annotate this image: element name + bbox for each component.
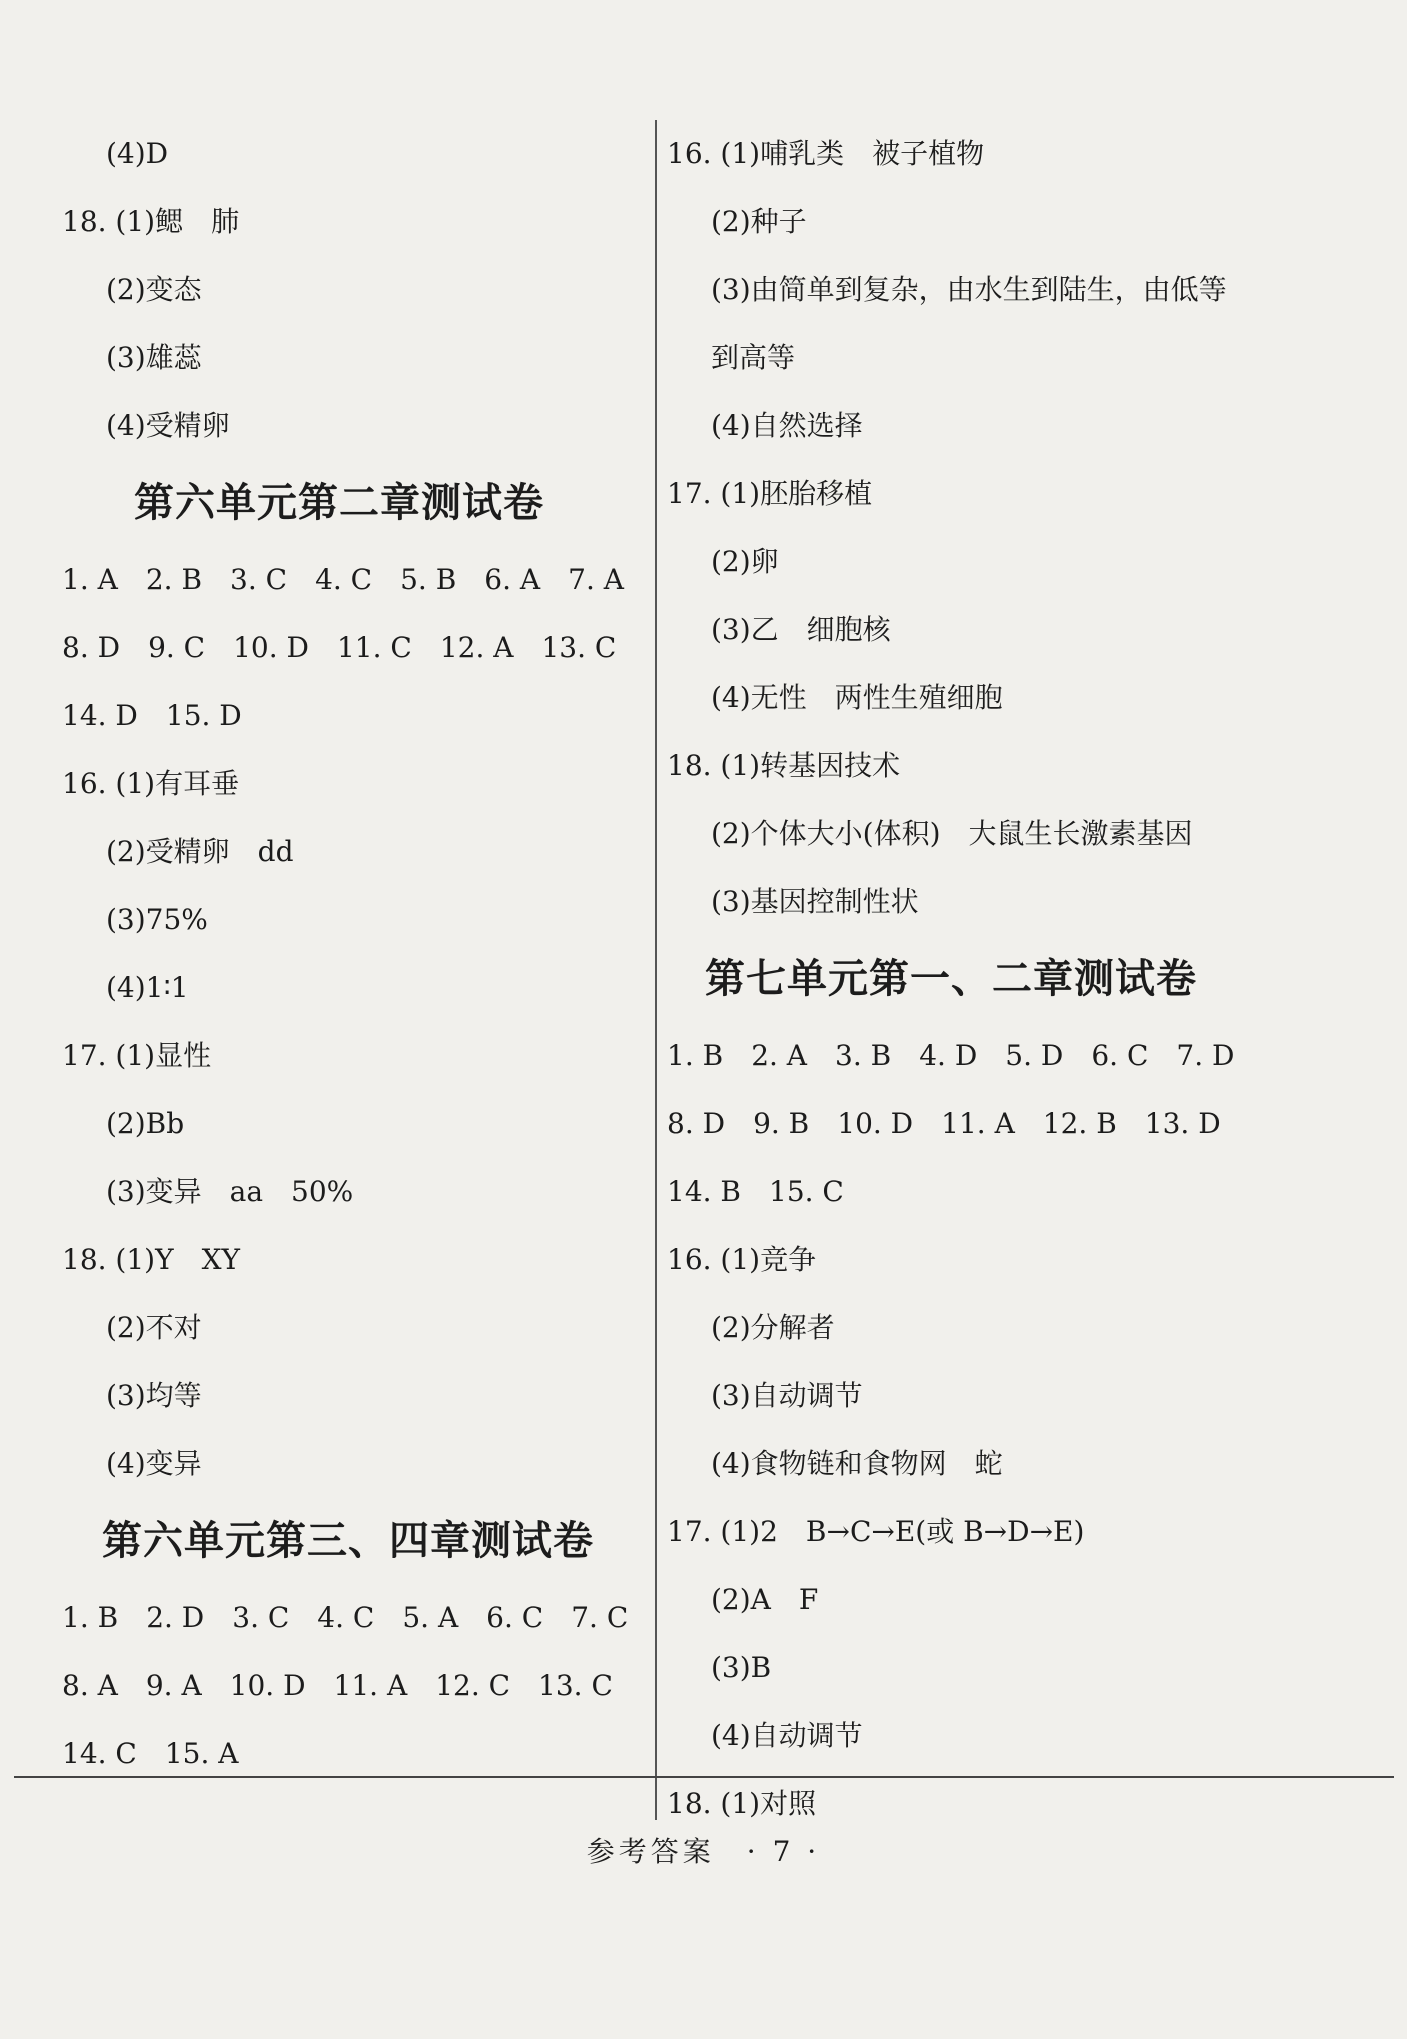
answer-line: (3)75% [106, 903, 208, 936]
answer-line: 18. (1)对照 [667, 1787, 817, 1820]
answer-line: 1. B 2. D 3. C 4. C 5. A 6. C 7. C [62, 1601, 629, 1634]
answer-line: 16. (1)哺乳类 被子植物 [667, 137, 985, 170]
answer-line: (2)A F [711, 1583, 819, 1616]
answer-line: (2)不对 [106, 1311, 202, 1344]
answer-line: (2)受精卵 dd [106, 835, 294, 868]
page-footer: 参考答案 · 7 · [586, 1835, 821, 1868]
answer-line: (2)种子 [711, 205, 807, 238]
answer-line: (4)自然选择 [711, 409, 863, 442]
answer-line: 8. D 9. C 10. D 11. C 12. A 13. C [62, 631, 617, 664]
section-heading: 第六单元第二章测试卷 [134, 480, 544, 526]
answer-line: 17. (1)显性 [62, 1039, 212, 1072]
answer-line: (4)1∶1 [106, 971, 189, 1004]
answer-line: (4)变异 [106, 1447, 202, 1480]
answer-line: 14. D 15. D [62, 699, 242, 732]
answer-line: 到高等 [711, 341, 796, 374]
answer-line: 18. (1)鳃 肺 [62, 205, 240, 238]
answer-line: (2)Bb [106, 1107, 185, 1140]
answer-line: 1. B 2. A 3. B 4. D 5. D 6. C 7. D [667, 1039, 1235, 1072]
answer-line: 8. D 9. B 10. D 11. A 12. B 13. D [667, 1107, 1221, 1140]
answer-line: 17. (1)2 B→C→E(或 B→D→E) [667, 1515, 1085, 1548]
answer-line: 14. B 15. C [667, 1175, 844, 1208]
answer-line: (3)基因控制性状 [711, 885, 919, 918]
answer-line: (4)自动调节 [711, 1719, 863, 1752]
answer-line: 16. (1)竞争 [667, 1243, 817, 1276]
answer-line: (2)个体大小(体积) 大鼠生长激素基因 [711, 817, 1193, 850]
answer-line: (2)卵 [711, 545, 779, 578]
answer-line: (3)乙 细胞核 [711, 613, 891, 646]
answer-line: 18. (1)Y XY [62, 1243, 240, 1276]
answer-line: (4)无性 两性生殖细胞 [711, 681, 1003, 714]
bottom-rule [14, 1776, 1394, 1778]
answer-line: (3)自动调节 [711, 1379, 863, 1412]
right-column [667, 120, 1357, 1838]
answer-line: 1. A 2. B 3. C 4. C 5. B 6. A 7. A [62, 563, 624, 596]
answer-line: (2)变态 [106, 273, 202, 306]
left-column [62, 120, 632, 1788]
section-heading: 第七单元第一、二章测试卷 [705, 956, 1197, 1002]
answer-line: 16. (1)有耳垂 [62, 767, 240, 800]
answer-line: (3)变异 aa 50% [106, 1175, 354, 1208]
answer-line: (4)食物链和食物网 蛇 [711, 1447, 1003, 1480]
answer-line: (4)受精卵 [106, 409, 230, 442]
answer-line: (4)D [106, 137, 169, 170]
answer-line: (3)雄蕊 [106, 341, 202, 374]
answer-line: (2)分解者 [711, 1311, 835, 1344]
section-heading: 第六单元第三、四章测试卷 [102, 1518, 594, 1564]
answer-line: 18. (1)转基因技术 [667, 749, 901, 782]
answer-line: (3)B [711, 1651, 772, 1684]
answer-line: 14. C 15. A [62, 1737, 239, 1770]
column-divider [655, 120, 657, 1820]
answer-line: 17. (1)胚胎移植 [667, 477, 873, 510]
answer-line: (3)均等 [106, 1379, 202, 1412]
answer-line: 8. A 9. A 10. D 11. A 12. C 13. C [62, 1669, 613, 1702]
answer-line: (3)由简单到复杂，由水生到陆生，由低等 [711, 273, 1227, 306]
